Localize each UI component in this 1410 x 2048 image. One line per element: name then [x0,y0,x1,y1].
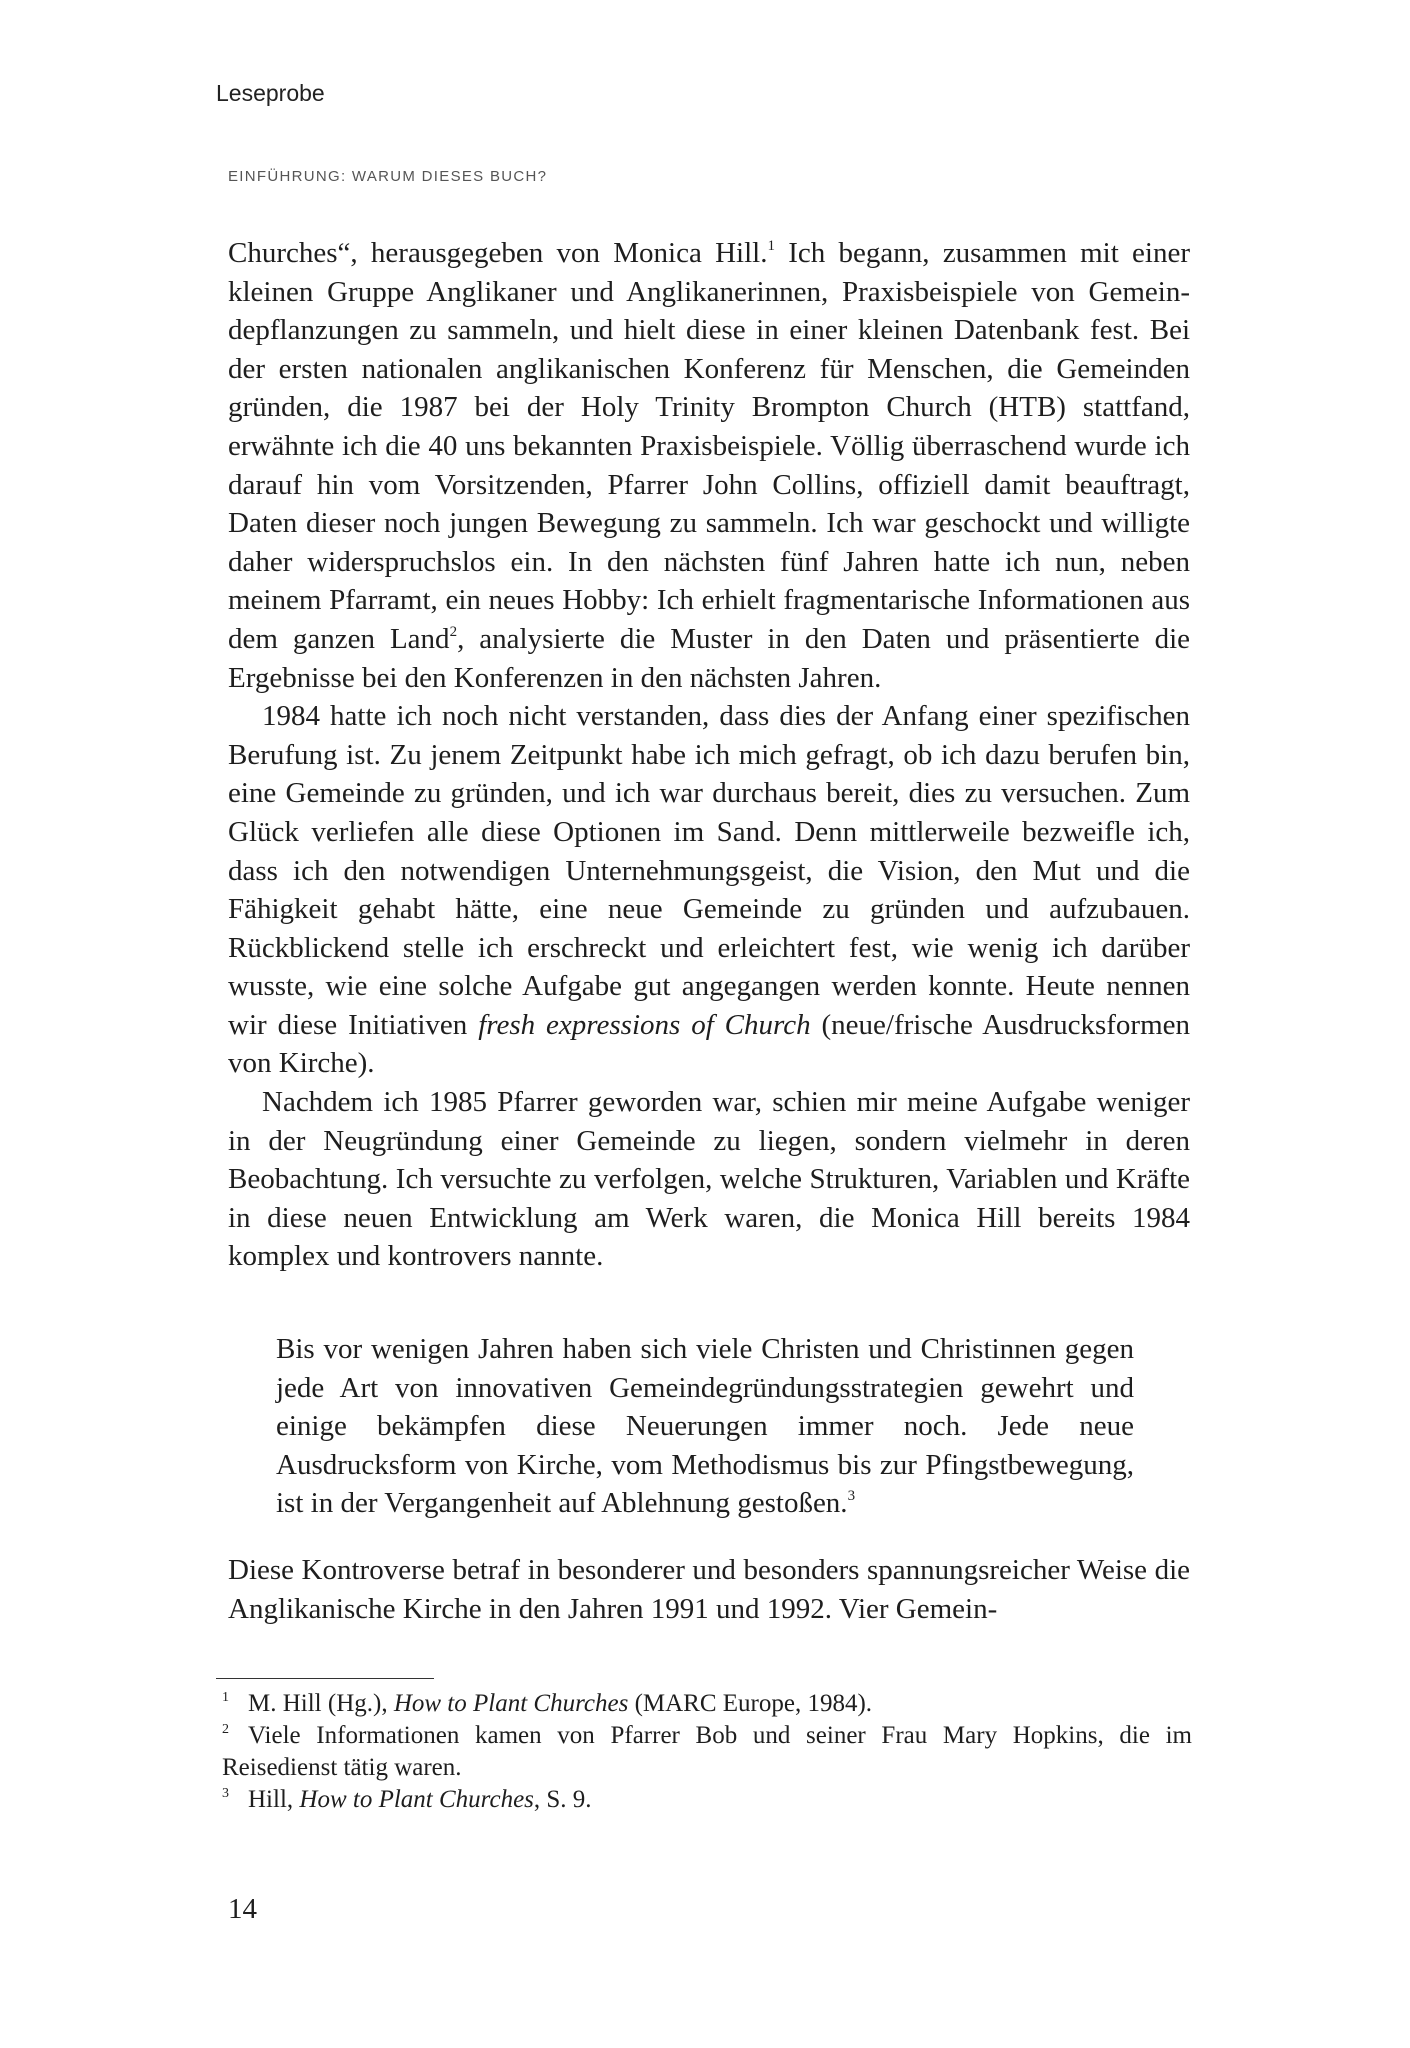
page-number: 14 [228,1893,257,1925]
footnote-2: 2 Viele Informationen kamen von Pfarrer Bob und seiner Frau Mary Hopkins, die im Reisedienst tätig waren. [222,1722,1192,1781]
footnote-1-after: (MARC Europe, 1984). [628,1690,873,1717]
paragraph-2-part-b: (neue/frische Ausdrucksformen von Kirche). [228,1008,1190,1080]
paragraph-1-part-b: Ich begann, zusammen mit einer kleinen Gruppe Anglikaner und Anglikanerinnen, Praxisbeispiele von Gemeindepflanzungen zu sammeln, und hielt diese in einer kleinen Datenbank fest. Bei der ersten nationalen anglikanischen Konferenz für Menschen, die Gemeinden gründen, die 1987 bei der Holy Trinity Brompton Church (HTB) stattfand, erwähnte ich die 40 uns bekannten Praxisbeispiele. Völlig überraschend wurde ich darauf hin vom Vorsitzenden, Pfarrer John Collins, offiziell damit beauftragt, Daten dieser noch jungen Bewegung zu sammeln. Ich war geschockt und willigte daher widerspruchslos ein. In den nächsten fünf Jahren hatte ich nun, neben meinem Pfarramt, ein neues Hobby: Ich erhielt fragmentarische Informationen aus dem ganzen Land [228,237,1190,655]
footnote-3-after: , S. 9. [533,1786,592,1813]
paragraph-1-part-a: Churches“, herausgegeben von Monica Hill. [228,237,768,269]
quote-paragraph [276,1330,1134,1523]
footnote-3-title: How to Plant Churches [299,1786,534,1813]
footnote-3: 3 Hill, How to Plant Churches, S. 9. [222,1786,592,1813]
footnote-2-text: Viele Informationen kamen von Pfarrer Bob und seiner Frau Mary Hopkins, die im Reisedienst tätig waren. [222,1722,1192,1781]
paragraph-2-part-a: 1984 hatte ich noch nicht verstanden, dass dies der Anfang einer spezifischen Berufung ist. Zu jenem Zeitpunkt habe ich mich gefragt, ob ich dazu berufen bin, eine Gemeinde zu gründen, und ich war durchaus bereit, dies zu versuchen. Zum Glück verliefen alle diese Optionen im Sand. Denn mittlerweile bezweifle ich, dass ich den notwendigen Unternehmungsgeist, die Vision, den Mut und die Fähigkeit gehabt hätte, eine neue Gemeinde zu gründen und aufzubauen. Rückblickend stelle ich erschreckt und erleichtert fest, wie wenig ich darüber wusste, wie eine solche Aufgabe gut angegangen werden konnte. Heute nennen wir diese Initiativen [228,700,1190,1041]
after-quote-text [228,1551,1190,1628]
running-head: EINFÜHRUNG: WARUM DIESES BUCH? [228,168,548,185]
block-quote [276,1330,1134,1523]
footnote-3-before: Hill, [248,1786,300,1813]
paragraph-1-part-c: , analysierte die Muster in den Daten und präsentierte die Ergebnisse bei den Konferenzen in den nächsten Jahren. [228,622,1190,694]
footnote-1-before: M. Hill (Hg.), [248,1690,394,1717]
footnote-divider [216,1678,434,1679]
footnote-ref-3: 3 [847,1488,856,1505]
footnote-ref-1: 1 [767,238,775,254]
footnote-1-title: How to Plant Churches [393,1690,629,1717]
paragraph-3: Nachdem ich 1985 Pfarrer geworden war, schien mir meine Aufgabe weniger in der Neugründung einer Gemeinde zu liegen, sondern vielmehr in deren Beobachtung. Ich versuchte zu verfolgen, welche Strukturen, Variablen und Kräfte in diese neuen Entwicklung am Werk waren, die Monica Hill bereits 1984 komplex und kontrovers nannte. [228,1086,1190,1273]
paragraph-1 [228,234,1190,697]
footnote-ref-2: 2 [449,623,458,640]
paragraph-2 [228,697,1190,1083]
paragraph-2-italic: fresh expressions of Church [478,1008,811,1041]
footnotes [222,1688,1192,1816]
main-text [228,234,1190,1276]
leseprobe-label: Leseprobe [216,80,325,106]
paragraph-4: Diese Kontroverse betraf in besonderer und besonders spannungsreicher Weise die Anglikanische Kirche in den Jahren 1991 und 1992. Vier Gemein- [228,1554,1190,1625]
quote-text: Bis vor wenigen Jahren haben sich viele Christen und Christinnen gegen jede Art von innovativen Gemeindegründungsstrategien gewehrt und einige bekämpfen diese Neuerungen immer noch. Jede neue Ausdrucksform von Kirche, vom Methodismus bis zur Pfingstbewegung, ist in der Vergangenheit auf Ablehnung gestoßen. [276,1333,1134,1520]
footnote-1: 1 M. Hill (Hg.), How to Plant Churches (MARC Europe, 1984). [222,1690,873,1717]
